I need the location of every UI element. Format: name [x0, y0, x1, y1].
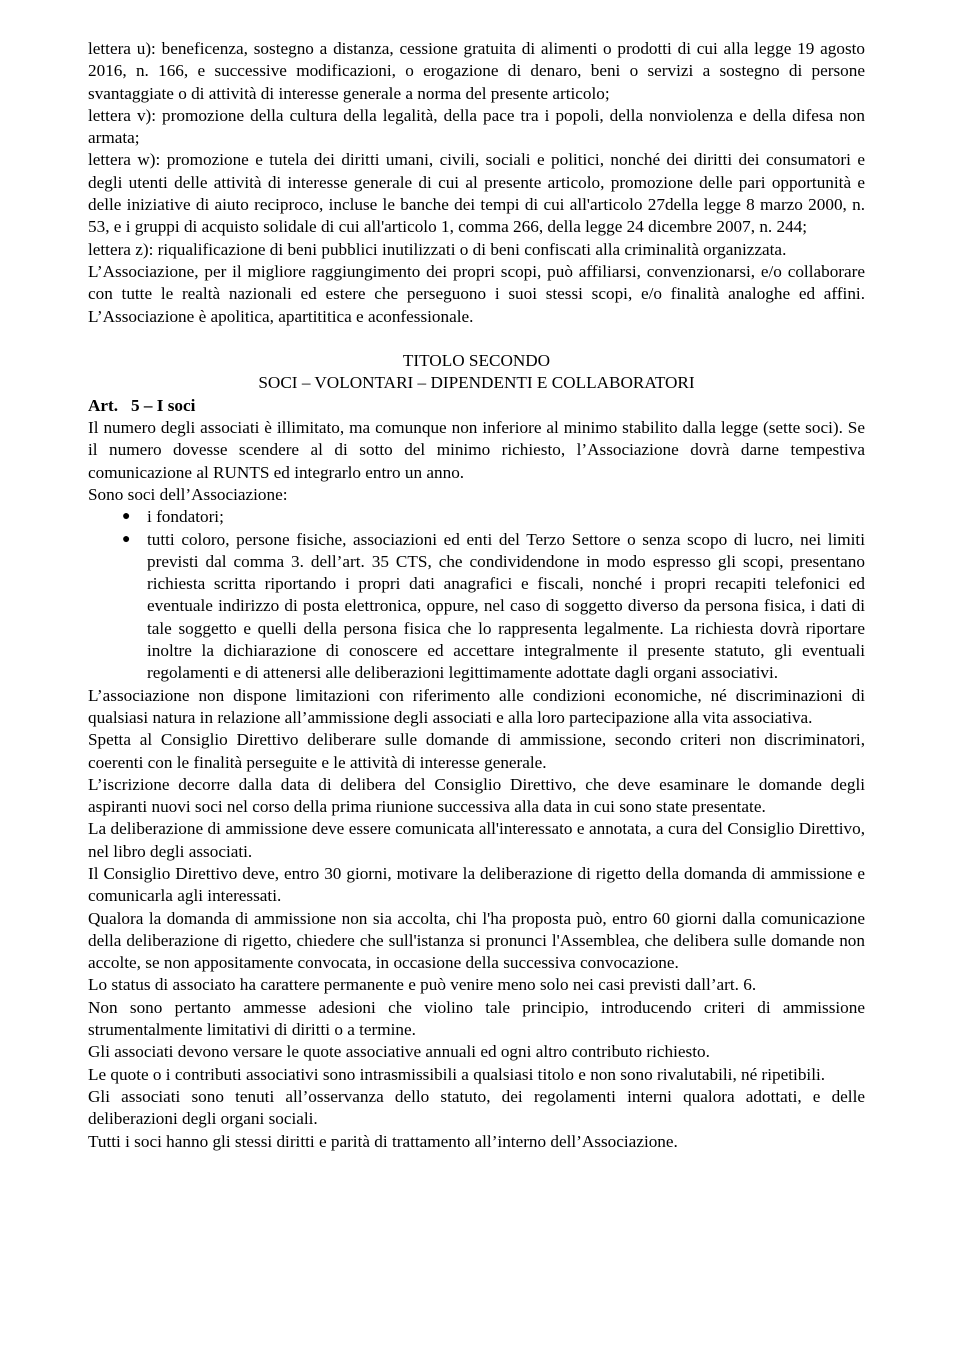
paragraph-iscrizione: L’iscrizione decorre dalla data di delibera del Consiglio Direttivo, che deve esaminare le domande degli aspiranti nuovi soci nel corso della prima riunione successiva alla data in cui sono state presentate.	[88, 774, 865, 817]
article-heading: Art. 5 – I soci	[88, 395, 196, 415]
bullet-icon: ●	[122, 531, 131, 547]
paragraph-consiglio-delibera: Spetta al Consiglio Direttivo deliberare sulle domande di ammissione, secondo criteri non discriminatori, coerenti con le finalità perseguite e le attività di interesse generale.	[88, 730, 865, 772]
paragraph-lettera-v: lettera v): promozione della cultura della legalità, della pace tra i popoli, della nonviolenza e della difesa non armata;	[88, 105, 865, 148]
paragraph-rigetto: Il Consiglio Direttivo deve, entro 30 giorni, motivare la deliberazione di rigetto della domanda di ammissione e comunicarla agli interessati.	[88, 863, 865, 906]
paragraph-quote-intrasmissibili: Le quote o i contributi associativi sono intrasmissibili a qualsiasi titolo e non sono rivalutabili, né ripetibili.	[88, 1064, 826, 1084]
soci-bullet-list	[88, 506, 865, 684]
list-item-text: i fondatori;	[147, 507, 224, 527]
list-item	[122, 529, 865, 685]
paragraph-adesioni: Non sono pertanto ammesse adesioni che violino tale principio, introducendo criteri di ammissione strumentalmente limitativi di diritti o a termine.	[88, 997, 865, 1040]
section-subtitle: SOCI – VOLONTARI – DIPENDENTI E COLLABORATORI	[258, 373, 695, 393]
paragraph-limitazioni: L’associazione non dispone limitazioni con riferimento alle condizioni economiche, né discriminazioni di qualsiasi natura in relazione all’ammissione degli associati e alla loro partecipazione alla vita associativa.	[88, 685, 865, 727]
document-page	[88, 38, 865, 1153]
list-item-text: tutti coloro, persone fisiche, associazioni ed enti del Terzo Settore o senza scopo di lucro, nei limiti previsti dal comma 3. dell’art. 35 CTS, che condividendone in modo espresso gli scopi, presentano richiesta scritta riportando i propri dati anagrafici e fiscali, nonché i propri recapiti telefonici ed eventuale indirizzo di posta elettronica, oppure, nel caso di soggetto diverso da persona fisica, i dati di tale soggetto e quelli della persona fisica che lo rappresenta legalmente. La richiesta dovrà riportare inoltre la dichiarazione di conoscere ed accettare integralmente il presente statuto, gli eventuali regolamenti e di attenersi alle deliberazioni legittimamente adottate dagli organi associativi.	[147, 529, 865, 683]
bullet-icon: ●	[122, 509, 131, 525]
paragraph-osservanza-statuto: Gli associati sono tenuti all’osservanza dello statuto, dei regolamenti interni qualora adottati, e delle deliberazioni degli organi sociali.	[88, 1086, 865, 1129]
paragraph-status-associato: Lo status di associato ha carattere permanente e può venire meno solo nei casi previsti dall’art. 6.	[88, 975, 757, 995]
paragraph-sono-soci: Sono soci dell’Associazione:	[88, 484, 288, 504]
paragraph-associazione-scopi: L’Associazione, per il migliore raggiungimento dei propri scopi, può affiliarsi, convenzionarsi, e/o collaborare con tutte le realtà nazionali ed estere che perseguono i suoi stessi scopi, e/o finalità analoghe ed affini. L’Associazione è apolitica, apartititica e aconfessionale.	[88, 261, 865, 326]
paragraph-numero-associati: Il numero degli associati è illimitato, ma comunque non inferiore al minimo stabilito dalla legge (sette soci). Se il numero dovesse scendere al di sotto del minimo richiesto, l’Associazione dovrà darne tempestiva comunicazione al RUNTS ed integrarlo entro un anno.	[88, 418, 865, 482]
paragraph-parita-trattamento: Tutti i soci hanno gli stessi diritti e parità di trattamento all’interno dell’Associazione.	[88, 1131, 678, 1151]
paragraph-lettera-z: lettera z): riqualificazione di beni pubblici inutilizzati o di beni confiscati alla criminalità organizzata.	[88, 239, 787, 259]
blank-line	[88, 328, 865, 350]
paragraph-lettera-u: lettera u): beneficenza, sostegno a distanza, cessione gratuita di alimenti o prodotti di cui alla legge 19 agosto 2016, n. 166, e successive modificazioni, o erogazione di denaro, beni o servizi a sostegno di persone svantaggiate o di attività di interesse generale a norma del presente articolo;	[88, 39, 865, 103]
paragraph-ricorso-assemblea: Qualora la domanda di ammissione non sia accolta, chi l'ha proposta può, entro 60 giorni dalla comunicazione della deliberazione di rigetto, chiedere che sull'istanza si pronunci l'Assemblea, che delibera sulle domande non accolte, se non appositamente convocata, in occasione della successiva convocazione.	[88, 908, 865, 973]
section-title: TITOLO SECONDO	[402, 351, 551, 371]
paragraph-quote-annuali: Gli associati devono versare le quote associative annuali ed ogni altro contributo richiesto.	[88, 1042, 710, 1062]
paragraph-lettera-w: lettera w): promozione e tutela dei diritti umani, civili, sociali e politici, nonché dei diritti dei consumatori e degli utenti delle attività di interesse generale di cui al presente articolo, promozione delle pari opportunità e delle iniziative di aiuto reciproco, incluse le banche dei tempi di cui all'articolo 27della legge 8 marzo 2000, n. 53, e i gruppi di acquisto solidale di cui all'articolo 1, comma 266, della legge 24 dicembre 2007, n. 244;	[88, 150, 865, 237]
paragraph-deliberazione-ammissione: La deliberazione di ammissione deve essere comunicata all'interessato e annotata, a cura del Consiglio Direttivo, nel libro degli associati.	[88, 819, 865, 861]
list-item	[122, 506, 865, 528]
